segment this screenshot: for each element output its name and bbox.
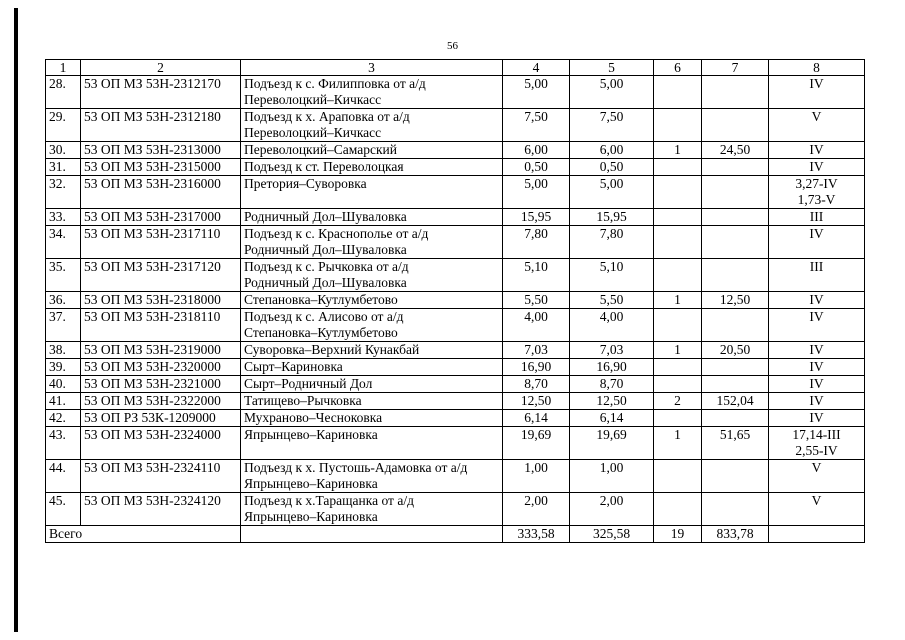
table-row [46, 460, 865, 493]
col4-value-cell: 6,14 [503, 410, 570, 427]
col5-value-cell: 6,14 [570, 410, 654, 427]
col7-value-cell [702, 309, 769, 342]
road-name-cell [241, 76, 503, 109]
col6-value-cell [654, 209, 702, 226]
row-number-cell: 42. [46, 410, 81, 427]
road-category-cell [769, 493, 865, 526]
col7-value-cell: 24,50 [702, 142, 769, 159]
header-cell: 7 [702, 60, 769, 76]
road-name-line: Степановка–Кутлумбетово [244, 325, 398, 340]
road-name-line: Степановка–Кутлумбетово [244, 292, 398, 307]
col4-value-cell: 7,80 [503, 226, 570, 259]
road-category-line: III [809, 209, 824, 224]
road-name-line: Подъезд к х. Араповка от а/д [244, 109, 410, 124]
road-code-cell: 53 ОП МЗ 53Н-2312170 [81, 76, 241, 109]
header-cell: 4 [503, 60, 570, 76]
table-row [46, 309, 865, 342]
col7-value-cell [702, 176, 769, 209]
row-number-cell: 33. [46, 209, 81, 226]
col6-value-cell [654, 493, 702, 526]
roads-table [45, 59, 865, 543]
road-category-line: IV [809, 226, 824, 241]
road-category-line: IV [809, 309, 824, 324]
table-row [46, 142, 865, 159]
col7-value-cell [702, 493, 769, 526]
col7-value-cell [702, 109, 769, 142]
total-col6-cell: 19 [654, 526, 702, 543]
row-number-cell: 32. [46, 176, 81, 209]
col5-value-cell: 7,50 [570, 109, 654, 142]
total-col5-cell: 325,58 [570, 526, 654, 543]
road-name-line: Мухраново–Чесноковка [244, 410, 383, 425]
table-row [46, 292, 865, 309]
total-empty-cell [769, 526, 865, 543]
road-name-line: Подъезд к ст. Переволоцкая [244, 159, 404, 174]
row-number-cell: 38. [46, 342, 81, 359]
road-category-line: IV [809, 359, 824, 374]
col4-value-cell: 12,50 [503, 393, 570, 410]
road-code-cell: 53 ОП МЗ 53Н-2313000 [81, 142, 241, 159]
col7-value-cell [702, 359, 769, 376]
road-code-cell: 53 ОП МЗ 53Н-2318000 [81, 292, 241, 309]
total-col4-cell: 333,58 [503, 526, 570, 543]
road-name-cell [241, 226, 503, 259]
road-code-cell: 53 ОП МЗ 53Н-2317110 [81, 226, 241, 259]
road-name-cell [241, 292, 503, 309]
col6-value-cell: 1 [654, 142, 702, 159]
table-row [46, 259, 865, 292]
road-name-cell [241, 309, 503, 342]
col7-value-cell [702, 159, 769, 176]
col4-value-cell: 2,00 [503, 493, 570, 526]
col5-value-cell: 4,00 [570, 309, 654, 342]
col5-value-cell: 7,03 [570, 342, 654, 359]
road-code-cell: 53 ОП МЗ 53Н-2324000 [81, 427, 241, 460]
road-category-line: IV [809, 159, 824, 174]
road-code-cell: 53 ОП МЗ 53Н-2316000 [81, 176, 241, 209]
col4-value-cell: 5,00 [503, 176, 570, 209]
road-name-line: Татищево–Рычковка [244, 393, 362, 408]
col5-value-cell: 8,70 [570, 376, 654, 393]
road-name-line: Переволоцкий–Кичкасс [244, 125, 382, 140]
road-code-cell: 53 ОП МЗ 53Н-2321000 [81, 376, 241, 393]
header-cell: 1 [46, 60, 81, 76]
row-number-cell: 37. [46, 309, 81, 342]
col4-value-cell: 5,00 [503, 76, 570, 109]
col6-value-cell [654, 309, 702, 342]
road-code-cell: 53 ОП МЗ 53Н-2322000 [81, 393, 241, 410]
road-category-line: 3,27-IV [795, 176, 838, 191]
table-row [46, 159, 865, 176]
total-empty-cell [241, 526, 503, 543]
col4-value-cell: 5,10 [503, 259, 570, 292]
col4-value-cell: 4,00 [503, 309, 570, 342]
col7-value-cell: 12,50 [702, 292, 769, 309]
table-row [46, 493, 865, 526]
road-name-cell [241, 376, 503, 393]
road-category-cell [769, 292, 865, 309]
col5-value-cell: 2,00 [570, 493, 654, 526]
col7-value-cell: 152,04 [702, 393, 769, 410]
col5-value-cell: 7,80 [570, 226, 654, 259]
road-category-cell [769, 142, 865, 159]
road-name-cell [241, 460, 503, 493]
col6-value-cell [654, 159, 702, 176]
col4-value-cell: 19,69 [503, 427, 570, 460]
header-cell: 6 [654, 60, 702, 76]
road-name-cell [241, 342, 503, 359]
col7-value-cell [702, 460, 769, 493]
header-cell: 2 [81, 60, 241, 76]
col5-value-cell: 12,50 [570, 393, 654, 410]
col6-value-cell [654, 460, 702, 493]
col6-value-cell [654, 226, 702, 259]
col5-value-cell: 19,69 [570, 427, 654, 460]
road-code-cell: 53 ОП МЗ 53Н-2315000 [81, 159, 241, 176]
road-category-line: IV [809, 142, 824, 157]
col5-value-cell: 5,00 [570, 76, 654, 109]
col5-value-cell: 0,50 [570, 159, 654, 176]
row-number-cell: 41. [46, 393, 81, 410]
road-name-line: Сырт–Кариновка [244, 359, 343, 374]
road-code-cell: 53 ОП МЗ 53Н-2317000 [81, 209, 241, 226]
total-label-cell: Всего [46, 526, 241, 543]
header-cell: 8 [769, 60, 865, 76]
table-row [46, 427, 865, 460]
col6-value-cell [654, 176, 702, 209]
road-category-cell [769, 376, 865, 393]
road-name-line: Подъезд к с. Алисово от а/д [244, 309, 404, 324]
road-category-line: IV [809, 410, 824, 425]
road-code-cell: 53 ОП МЗ 53Н-2324120 [81, 493, 241, 526]
road-code-cell: 53 ОП МЗ 53Н-2312180 [81, 109, 241, 142]
col6-value-cell [654, 76, 702, 109]
col7-value-cell [702, 209, 769, 226]
table-body [46, 60, 865, 543]
road-category-cell [769, 226, 865, 259]
scan-edge-bar [14, 8, 18, 632]
table-header-row [46, 60, 865, 76]
col4-value-cell: 15,95 [503, 209, 570, 226]
col4-value-cell: 0,50 [503, 159, 570, 176]
col7-value-cell [702, 259, 769, 292]
road-category-line: IV [809, 76, 824, 91]
col5-value-cell: 6,00 [570, 142, 654, 159]
road-name-cell [241, 209, 503, 226]
table-row [46, 342, 865, 359]
col6-value-cell [654, 109, 702, 142]
row-number-cell: 31. [46, 159, 81, 176]
row-number-cell: 43. [46, 427, 81, 460]
col4-value-cell: 16,90 [503, 359, 570, 376]
road-name-line: Претория–Суворовка [244, 176, 367, 191]
road-name-line: Япрынцево–Кариновка [244, 509, 378, 524]
road-name-line: Япрынцево–Кариновка [244, 476, 378, 491]
row-number-cell: 28. [46, 76, 81, 109]
total-col7-cell: 833,78 [702, 526, 769, 543]
row-number-cell: 36. [46, 292, 81, 309]
col6-value-cell: 2 [654, 393, 702, 410]
road-category-line: IV [809, 342, 824, 357]
col7-value-cell: 20,50 [702, 342, 769, 359]
road-name-cell [241, 259, 503, 292]
col6-value-cell [654, 259, 702, 292]
road-category-line: III [809, 259, 824, 274]
col6-value-cell [654, 376, 702, 393]
table-row [46, 109, 865, 142]
table-row [46, 209, 865, 226]
col5-value-cell: 5,00 [570, 176, 654, 209]
table-row [46, 359, 865, 376]
col6-value-cell: 1 [654, 292, 702, 309]
road-name-cell [241, 359, 503, 376]
total-row [46, 526, 865, 543]
row-number-cell: 40. [46, 376, 81, 393]
col7-value-cell [702, 376, 769, 393]
col5-value-cell: 1,00 [570, 460, 654, 493]
road-category-line: V [811, 460, 822, 475]
road-name-line: Переволоцкий–Самарский [244, 142, 397, 157]
road-category-cell [769, 176, 865, 209]
row-number-cell: 34. [46, 226, 81, 259]
road-category-line: 2,55-IV [795, 443, 838, 458]
road-category-cell [769, 393, 865, 410]
col5-value-cell: 15,95 [570, 209, 654, 226]
road-category-line: IV [809, 393, 824, 408]
row-number-cell: 44. [46, 460, 81, 493]
table-row [46, 176, 865, 209]
road-code-cell: 53 ОП МЗ 53Н-2317120 [81, 259, 241, 292]
road-name-line: Переволоцкий–Кичкасс [244, 92, 382, 107]
road-category-cell [769, 427, 865, 460]
road-category-line: V [811, 493, 822, 508]
col7-value-cell [702, 226, 769, 259]
table-row [46, 226, 865, 259]
road-category-cell [769, 159, 865, 176]
row-number-cell: 39. [46, 359, 81, 376]
road-name-cell [241, 427, 503, 460]
road-category-line: V [811, 109, 822, 124]
road-code-cell: 53 ОП РЗ 53К-1209000 [81, 410, 241, 427]
col6-value-cell: 1 [654, 427, 702, 460]
col4-value-cell: 1,00 [503, 460, 570, 493]
col4-value-cell: 8,70 [503, 376, 570, 393]
col5-value-cell: 16,90 [570, 359, 654, 376]
road-category-cell [769, 309, 865, 342]
road-code-cell: 53 ОП МЗ 53Н-2318110 [81, 309, 241, 342]
table-row [46, 76, 865, 109]
table-row [46, 410, 865, 427]
col6-value-cell [654, 359, 702, 376]
road-name-line: Родничный Дол–Шуваловка [244, 242, 407, 257]
col6-value-cell: 1 [654, 342, 702, 359]
road-name-line: Сырт–Родничный Дол [244, 376, 373, 391]
road-name-cell [241, 159, 503, 176]
road-category-cell [769, 209, 865, 226]
road-name-cell [241, 176, 503, 209]
road-name-line: Япрынцево–Кариновка [244, 427, 378, 442]
row-number-cell: 35. [46, 259, 81, 292]
road-name-line: Суворовка–Верхний Кунакбай [244, 342, 420, 357]
road-category-line: 17,14-III [792, 427, 841, 442]
road-name-line: Подъезд к х. Пустошь-Адамовка от а/д [244, 460, 468, 475]
col4-value-cell: 6,00 [503, 142, 570, 159]
col4-value-cell: 7,50 [503, 109, 570, 142]
road-category-cell [769, 76, 865, 109]
road-name-line: Родничный Дол–Шуваловка [244, 209, 407, 224]
col7-value-cell: 51,65 [702, 427, 769, 460]
row-number-cell: 45. [46, 493, 81, 526]
road-code-cell: 53 ОП МЗ 53Н-2324110 [81, 460, 241, 493]
row-number-cell: 29. [46, 109, 81, 142]
road-name-cell [241, 109, 503, 142]
road-category-line: IV [809, 376, 824, 391]
road-category-line: IV [809, 292, 824, 307]
col7-value-cell [702, 76, 769, 109]
road-name-line: Подъезд к с. Рычковка от а/д [244, 259, 409, 274]
col6-value-cell [654, 410, 702, 427]
road-code-cell: 53 ОП МЗ 53Н-2319000 [81, 342, 241, 359]
col4-value-cell: 7,03 [503, 342, 570, 359]
header-cell: 3 [241, 60, 503, 76]
road-category-cell [769, 259, 865, 292]
row-number-cell: 30. [46, 142, 81, 159]
col5-value-cell: 5,10 [570, 259, 654, 292]
col4-value-cell: 5,50 [503, 292, 570, 309]
road-name-line: Подъезд к с. Краснополье от а/д [244, 226, 429, 241]
header-cell: 5 [570, 60, 654, 76]
road-category-cell [769, 109, 865, 142]
road-name-line: Подъезд к х.Таращанка от а/д [244, 493, 414, 508]
road-code-cell: 53 ОП МЗ 53Н-2320000 [81, 359, 241, 376]
road-name-cell [241, 410, 503, 427]
road-category-line: 1,73-V [797, 192, 836, 207]
road-category-cell [769, 410, 865, 427]
col5-value-cell: 5,50 [570, 292, 654, 309]
road-category-cell [769, 359, 865, 376]
road-name-cell [241, 493, 503, 526]
road-category-cell [769, 342, 865, 359]
table-row [46, 376, 865, 393]
road-name-cell [241, 142, 503, 159]
road-name-line: Родничный Дол–Шуваловка [244, 275, 407, 290]
road-name-line: Подъезд к с. Филипповка от а/д [244, 76, 426, 91]
table-row [46, 393, 865, 410]
col7-value-cell [702, 410, 769, 427]
road-category-cell [769, 460, 865, 493]
road-name-cell [241, 393, 503, 410]
page-number: 56 [447, 40, 458, 52]
